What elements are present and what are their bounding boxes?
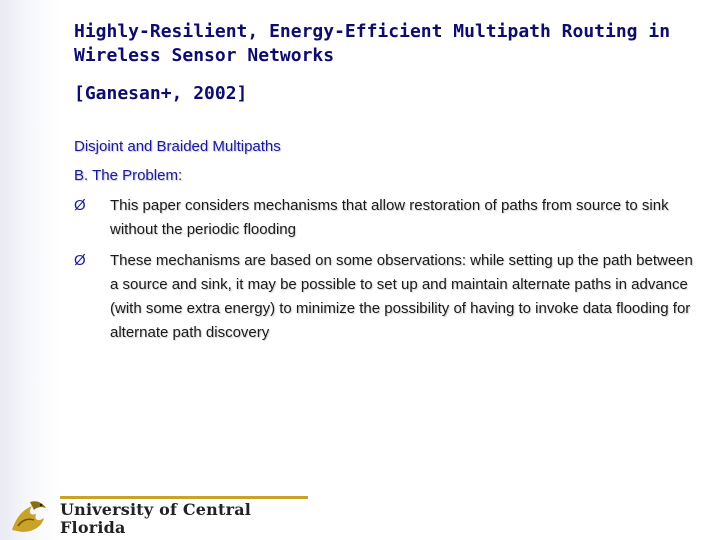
bullet-list — [74, 194, 704, 352]
logo-wordmark: University of Central Florida — [60, 496, 308, 537]
arrow-bullet-icon: Ø — [74, 252, 86, 269]
ucf-logo — [8, 494, 308, 538]
slide-title: Highly-Resilient, Energy-Efficient Multipath Routing in Wireless Sensor Networks — [74, 21, 671, 66]
section-heading: Disjoint and Braided Multipaths — [74, 138, 281, 155]
pegasus-icon — [8, 496, 52, 536]
bullet-text: These mechanisms are based on some observations: while setting up the path between a source and sink, it may be possible to set up and maintain alternate paths in advance (with some extra energy) to minimize the possibility of having to invoke data flooding for alternate path discovery — [110, 252, 693, 341]
citation: [Ganesan+, 2002] — [74, 83, 248, 104]
bullet-text: This paper considers mechanisms that allow restoration of paths from source to sink without the periodic flooding — [110, 197, 669, 238]
side-gradient — [0, 0, 60, 540]
subsection-heading: B. The Problem: — [74, 167, 183, 184]
list-item — [74, 194, 704, 242]
arrow-bullet-icon: Ø — [74, 197, 86, 214]
list-item — [74, 249, 704, 345]
